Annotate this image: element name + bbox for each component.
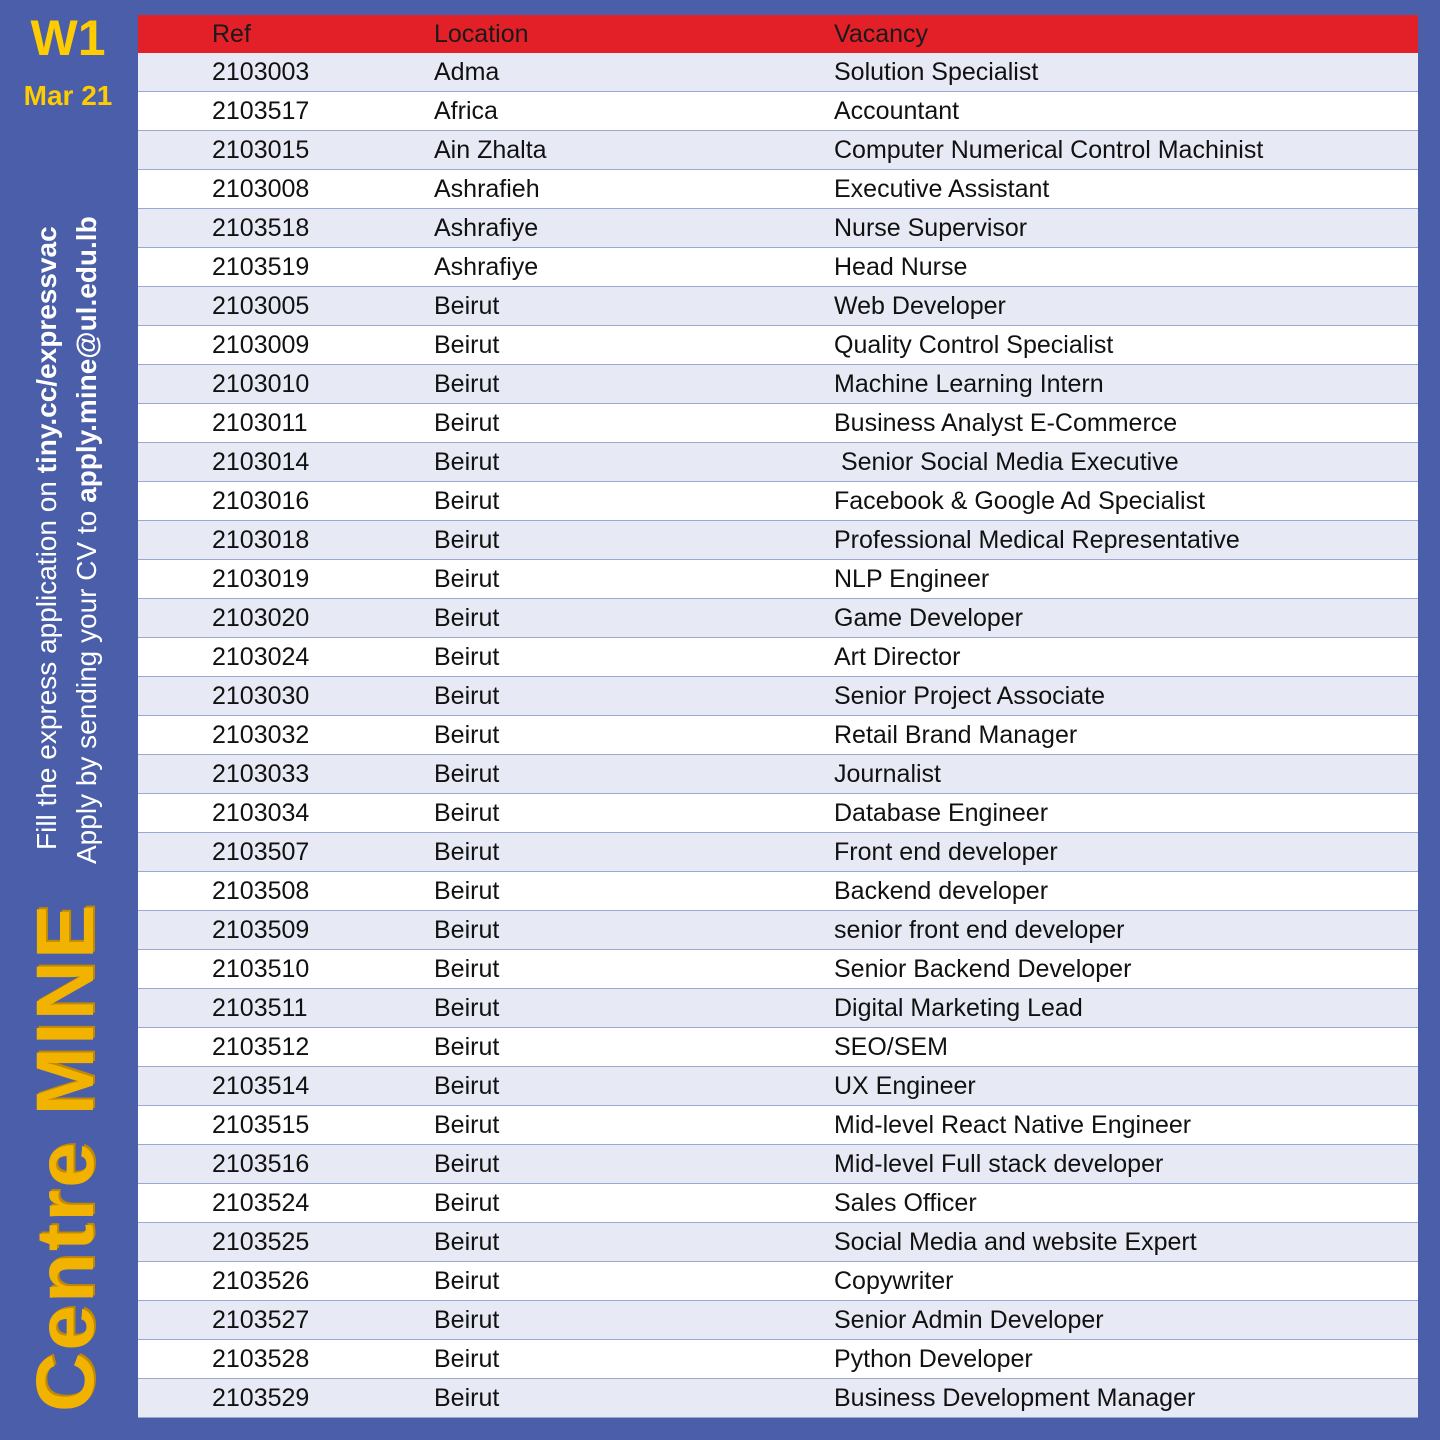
header-ref: Ref (212, 19, 251, 48)
cell-vacancy: Art Director (834, 642, 961, 671)
cell-ref: 2103526 (212, 1266, 310, 1295)
cell-vacancy: Mid-level Full stack developer (834, 1149, 1164, 1178)
cell-vacancy: Backend developer (834, 876, 1049, 905)
table-row (138, 1184, 1418, 1223)
cell-vacancy: Journalist (834, 759, 941, 788)
cell-location: Ashrafiye (434, 252, 539, 281)
cell-location: Beirut (434, 954, 500, 983)
cell-vacancy: Professional Medical Representative (834, 525, 1240, 554)
cell-ref: 2103032 (212, 720, 310, 749)
cell-ref: 2103018 (212, 525, 310, 554)
cell-location: Beirut (434, 447, 500, 476)
cell-vacancy: UX Engineer (834, 1071, 976, 1100)
table-row (138, 1145, 1418, 1184)
cell-ref: 2103010 (212, 369, 310, 398)
cell-vacancy: Solution Specialist (834, 57, 1039, 86)
table-row (138, 755, 1418, 794)
table-body (138, 53, 1418, 1418)
cell-vacancy: Nurse Supervisor (834, 213, 1028, 242)
cell-location: Beirut (434, 798, 500, 827)
express-application-link[interactable]: tiny.cc/expressvac (31, 226, 62, 474)
cell-ref: 2103527 (212, 1305, 310, 1334)
cell-ref: 2103019 (212, 564, 310, 593)
cell-location: Beirut (434, 369, 500, 398)
cell-location: Ain Zhalta (434, 135, 547, 164)
cell-location: Beirut (434, 603, 500, 632)
cell-location: Beirut (434, 759, 500, 788)
cell-ref: 2103009 (212, 330, 310, 359)
cell-location: Beirut (434, 1032, 500, 1061)
cell-ref: 2103525 (212, 1227, 310, 1256)
table-row (138, 950, 1418, 989)
cell-vacancy: Senior Admin Developer (834, 1305, 1104, 1334)
table-row (138, 131, 1418, 170)
cell-vacancy: Accountant (834, 96, 960, 125)
table-row (138, 1301, 1418, 1340)
cell-ref: 2103517 (212, 96, 310, 125)
cell-location: Beirut (434, 1071, 500, 1100)
cell-vacancy: Computer Numerical Control Machinist (834, 135, 1264, 164)
cell-ref: 2103016 (212, 486, 310, 515)
cell-vacancy: Business Development Manager (834, 1383, 1196, 1412)
cell-location: Beirut (434, 1266, 500, 1295)
table-row (138, 326, 1418, 365)
cell-ref: 2103528 (212, 1344, 310, 1373)
express-application-note (30, 226, 64, 850)
cell-location: Africa (434, 96, 498, 125)
cell-vacancy: NLP Engineer (834, 564, 990, 593)
cell-vacancy: Social Media and website Expert (834, 1227, 1197, 1256)
cell-vacancy: Senior Project Associate (834, 681, 1105, 710)
table-row (138, 833, 1418, 872)
vacancy-table (138, 15, 1418, 1418)
cell-vacancy: senior front end developer (834, 915, 1125, 944)
table-row (138, 1379, 1418, 1418)
table-row (138, 443, 1418, 482)
table-row (138, 209, 1418, 248)
cell-vacancy: Mid-level React Native Engineer (834, 1110, 1192, 1139)
table-row (138, 1106, 1418, 1145)
cell-vacancy: Web Developer (834, 291, 1006, 320)
cell-ref: 2103020 (212, 603, 310, 632)
cell-ref: 2103524 (212, 1188, 310, 1217)
table-row (138, 911, 1418, 950)
cell-location: Beirut (434, 876, 500, 905)
cell-location: Beirut (434, 915, 500, 944)
table-row (138, 53, 1418, 92)
table-row (138, 1262, 1418, 1301)
sidebar (0, 0, 138, 1440)
cell-location: Beirut (434, 681, 500, 710)
cell-vacancy: Digital Marketing Lead (834, 993, 1083, 1022)
cell-location: Beirut (434, 1383, 500, 1412)
cell-ref: 2103033 (212, 759, 310, 788)
express-application-prefix: Fill the express application on (31, 473, 62, 850)
table-row (138, 521, 1418, 560)
cell-location: Beirut (434, 837, 500, 866)
cell-vacancy: Front end developer (834, 837, 1058, 866)
cell-ref: 2103008 (212, 174, 310, 203)
table-header (138, 15, 1418, 53)
cell-vacancy: Retail Brand Manager (834, 720, 1078, 749)
cell-ref: 2103015 (212, 135, 310, 164)
cv-email-prefix: Apply by sending your CV to (71, 502, 102, 864)
cell-vacancy: Executive Assistant (834, 174, 1050, 203)
table-row (138, 92, 1418, 131)
cell-vacancy: Machine Learning Intern (834, 369, 1104, 398)
table-row (138, 989, 1418, 1028)
month-label: Mar 21 (23, 80, 113, 111)
cell-vacancy: Senior Social Media Executive (834, 447, 1179, 476)
table-row (138, 1340, 1418, 1379)
cell-vacancy: Game Developer (834, 603, 1023, 632)
cell-ref: 2103014 (212, 447, 310, 476)
header-location: Location (434, 19, 529, 48)
cell-location: Ashrafiye (434, 213, 539, 242)
cell-location: Beirut (434, 330, 500, 359)
cell-ref: 2103511 (212, 993, 308, 1022)
cell-vacancy: Head Nurse (834, 252, 968, 281)
cell-ref: 2103518 (212, 213, 310, 242)
table-row (138, 1028, 1418, 1067)
cell-vacancy: Database Engineer (834, 798, 1049, 827)
cell-location: Adma (434, 57, 500, 86)
cell-ref: 2103003 (212, 57, 310, 86)
cell-ref: 2103529 (212, 1383, 310, 1412)
cell-location: Beirut (434, 642, 500, 671)
table-row (138, 794, 1418, 833)
table-row (138, 482, 1418, 521)
cell-location: Beirut (434, 1344, 500, 1373)
cell-ref: 2103509 (212, 915, 310, 944)
cell-vacancy: Python Developer (834, 1344, 1033, 1373)
cell-location: Beirut (434, 1305, 500, 1334)
table-row (138, 365, 1418, 404)
cell-ref: 2103024 (212, 642, 310, 671)
table-row (138, 872, 1418, 911)
cell-ref: 2103030 (212, 681, 310, 710)
cell-ref: 2103514 (212, 1071, 310, 1100)
cell-vacancy: SEO/SEM (834, 1032, 948, 1061)
cell-ref: 2103510 (212, 954, 310, 983)
cv-email-address[interactable]: apply.mine@ul.edu.lb (71, 216, 102, 503)
table-row (138, 677, 1418, 716)
cell-location: Beirut (434, 408, 500, 437)
week-label: W1 (30, 10, 106, 66)
cell-location: Beirut (434, 564, 500, 593)
cell-vacancy: Sales Officer (834, 1188, 977, 1217)
cell-ref: 2103519 (212, 252, 310, 281)
cell-ref: 2103034 (212, 798, 310, 827)
cell-vacancy: Copywriter (834, 1266, 954, 1295)
cell-vacancy: Quality Control Specialist (834, 330, 1114, 359)
cell-location: Beirut (434, 993, 500, 1022)
table-row (138, 599, 1418, 638)
cell-location: Ashrafieh (434, 174, 540, 203)
cell-ref: 2103507 (212, 837, 310, 866)
cell-ref: 2103515 (212, 1110, 310, 1139)
cv-email-note (70, 216, 104, 864)
table-row (138, 1223, 1418, 1262)
cell-location: Beirut (434, 720, 500, 749)
table-row (138, 170, 1418, 209)
cell-ref: 2103516 (212, 1149, 310, 1178)
cell-location: Beirut (434, 1110, 500, 1139)
cell-location: Beirut (434, 486, 500, 515)
cell-location: Beirut (434, 1149, 500, 1178)
cell-vacancy: Business Analyst E-Commerce (834, 408, 1178, 437)
cell-ref: 2103005 (212, 291, 310, 320)
table-row (138, 716, 1418, 755)
brand-logo-text: Centre MINE (20, 902, 111, 1412)
table-row (138, 248, 1418, 287)
table-row (138, 560, 1418, 599)
table-row (138, 638, 1418, 677)
cell-location: Beirut (434, 291, 500, 320)
table-row (138, 404, 1418, 443)
table-row (138, 287, 1418, 326)
cell-location: Beirut (434, 1227, 500, 1256)
cell-location: Beirut (434, 525, 500, 554)
cell-location: Beirut (434, 1188, 500, 1217)
cell-ref: 2103508 (212, 876, 310, 905)
cell-vacancy: Senior Backend Developer (834, 954, 1132, 983)
cell-vacancy: Facebook & Google Ad Specialist (834, 486, 1206, 515)
header-vacancy: Vacancy (834, 19, 929, 48)
cell-ref: 2103512 (212, 1032, 310, 1061)
table-row (138, 1067, 1418, 1106)
cell-ref: 2103011 (212, 408, 308, 437)
